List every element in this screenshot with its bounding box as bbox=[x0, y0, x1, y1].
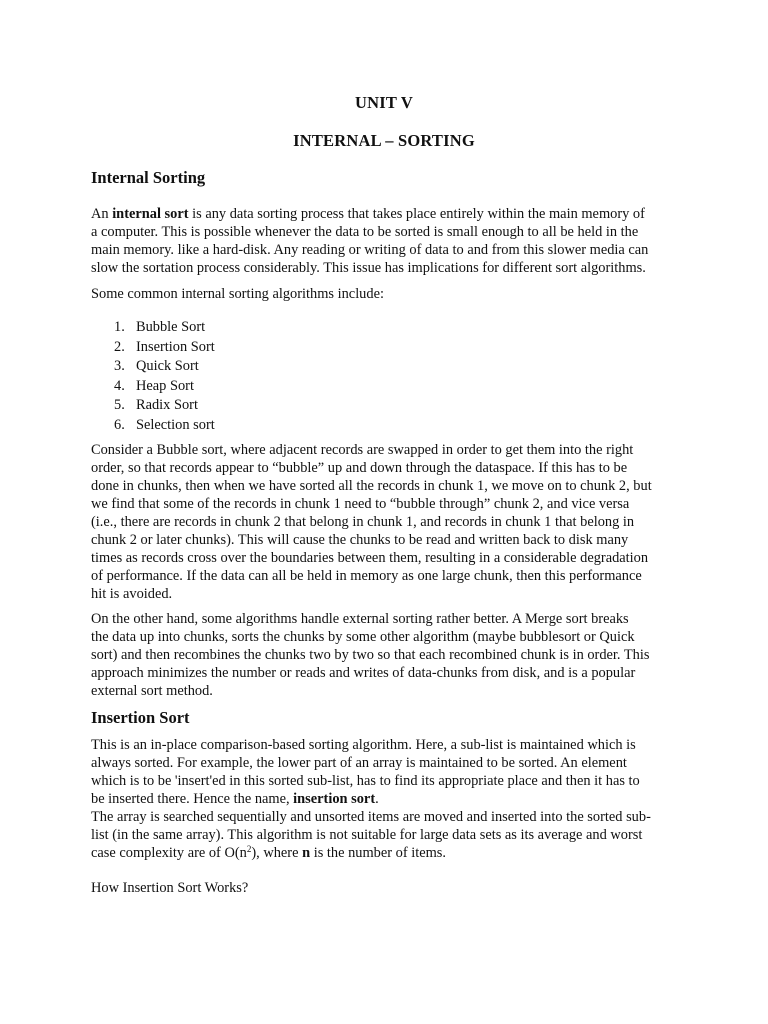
algorithm-list bbox=[114, 318, 215, 436]
internal-sort-term: internal sort bbox=[112, 206, 189, 222]
list-item: 1. Bubble Sort bbox=[114, 319, 206, 335]
insertion-sort-term: insertion sort bbox=[293, 791, 376, 807]
list-item: 3. Quick Sort bbox=[114, 358, 199, 375]
exponent: 2 bbox=[246, 844, 252, 854]
section-heading-insertion-sort: Insertion Sort bbox=[91, 708, 190, 727]
chapter-title: INTERNAL – SORTING bbox=[293, 131, 475, 150]
merge-sort-paragraph: On the other hand, some algorithms handle external sorting rather better. A Merge sort breaks the data up into chunks, sorts the chunks by some other algorithm (maybe bubblesort or Quick sort) and then recombines the chunks two by two so that each recombined chunk is in order. This approach minimizes the number or reads and writes of data-chunks from disk, and is a popular external sort method. bbox=[91, 611, 650, 699]
list-item: 2. Insertion Sort bbox=[114, 338, 215, 355]
intro-line-3: main memory. like a hard-disk. Any reading or writing of data to and from this slower media can bbox=[91, 242, 649, 258]
intro-line-1: An internal sort is any data sorting process that takes place entirely within the main memory of bbox=[91, 206, 645, 222]
insertion-sort-paragraph: This is an in-place comparison-based sorting algorithm. Here, a sub-list is maintained which is always sorted. For example, the lower part of an array is maintained to be sorted. An element which is to be 'insert'ed in this sorted sub-list, has to find its appropriate place and then it has to be inserted there. Hence the name, insertion sort. The array is searched sequentially and unsorted items are moved and inserted into the sorted sub- list (in the same array). This algorithm is not suitable for large data sets as its average and worst case complexity are of $O(n^2)$, where n is the number of items. bbox=[91, 737, 651, 861]
list-intro: Some common internal sorting algorithms include: bbox=[91, 286, 384, 302]
bubble-sort-paragraph: Consider a Bubble sort, where adjacent records are swapped in order to get them into the right order, so that records appear to “bubble” up and down through the dataspace. If this has to be done in chunks, then when we have sorted all the records in chunk 1, we move on to chunk 2, but we find that some of the records in chunk 1 need to “bubble through” chunk 2, and vice versa (i.e., there are records in chunk 2 that belong in chunk 1, and records in chunk 1 that belong in chunk 2 or later chunks). This will cause the chunks to be read and written back to disk many times as records cross over the boundaries between them, resulting in a considerable degradation of performance. If the data can all be held in memory as one large chunk, then this performance hit is avoided. bbox=[91, 442, 652, 602]
intro-line-2: a computer. This is possible whenever the data to be sorted is small enough to all be held in the bbox=[91, 224, 639, 240]
list-item: 5. Radix Sort bbox=[114, 397, 198, 414]
intro-paragraph bbox=[91, 205, 691, 277]
section-heading-internal-sorting: Internal Sorting bbox=[91, 168, 206, 187]
intro-line-4: slow the sortation process considerably. This issue has implications for different sort algorithms. bbox=[91, 260, 646, 276]
how-it-works-question: How Insertion Sort Works? bbox=[91, 880, 249, 896]
list-item: 4. Heap Sort bbox=[114, 377, 194, 394]
unit-title: UNIT V bbox=[355, 93, 413, 112]
list-item: 6. Selection sort bbox=[114, 416, 215, 433]
n-variable: n bbox=[302, 845, 311, 861]
